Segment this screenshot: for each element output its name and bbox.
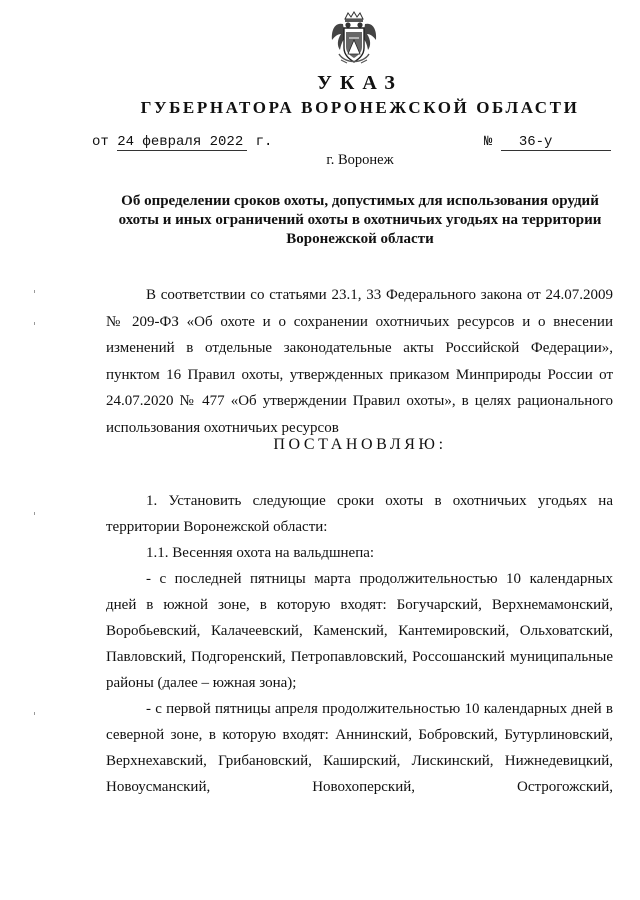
document-city: г. Воронеж [326, 152, 394, 168]
document-issuer: ГУБЕРНАТОРА ВОРОНЕЖСКОЙ ОБЛАСТИ [140, 98, 580, 117]
number-line [484, 134, 611, 151]
document-title: УКАЗ [317, 72, 403, 94]
date-prefix: от [92, 134, 109, 150]
document-date: 24 февраля 2022 [117, 134, 247, 151]
number-prefix: № [484, 134, 493, 150]
margin-mark [34, 512, 35, 515]
coat-of-arms-icon [329, 10, 379, 68]
item-1-paragraph: 1. Установить следующие сроки охоты в охотничьих угодьях на территории Воронежской области: [106, 493, 613, 535]
item-1-1-north-paragraph: - с первой пятницы апреля продолжительностью 10 календарных дней в северной зоне, в которую входят: Аннинский, Бобровский, Бутурлиновский, Верхнехавский, Грибановский, Каширский, Лискинский, Нижнедевицкий, Новоусманский, Новохоперский, Острогожский, [106, 701, 613, 795]
date-line [92, 134, 272, 151]
margin-mark [34, 712, 35, 715]
item-1-1-south-paragraph: - с последней пятницы марта продолжительностью 10 календарных дней в южной зоне, в которую входят: Богучарский, Верхнемамонский, Воробьевский, Калачеевский, Каменский, Кантемировский, Ольховатский, Павловский, Подгоренский, Петропавловский, Россошанский муниципальные районы (далее – южная зона); [106, 571, 613, 691]
item-1-1-paragraph: 1.1. Весенняя охота на вальдшнепа: [146, 545, 375, 561]
resolve-heading: ПОСТАНОВЛЯЮ: [273, 436, 447, 453]
margin-mark [34, 322, 35, 325]
document-heading: Об определении сроков охоты, допустимых для использования орудий охоты и иных ограничений охоты в охотничьих угодьях на территории Воронежской области [118, 193, 602, 247]
document-number: 36-у [501, 134, 611, 151]
preamble-paragraph: В соответствии со статьями 23.1, 33 Федерального закона от 24.07.2009 № 209-ФЗ «Об охоте и о сохранении охотничьих ресурсов и о внесении изменений в отдельные законодательные акты Российской Федерации», пунктом 16 Правил охоты, утвержденных приказом Минприроды России от 24.07.2020 № 477 «Об утверждении Правил охоты», в целях рационального использования охотничьих ресурсов [106, 287, 613, 436]
date-suffix: г. [255, 134, 273, 150]
margin-mark [34, 290, 35, 293]
